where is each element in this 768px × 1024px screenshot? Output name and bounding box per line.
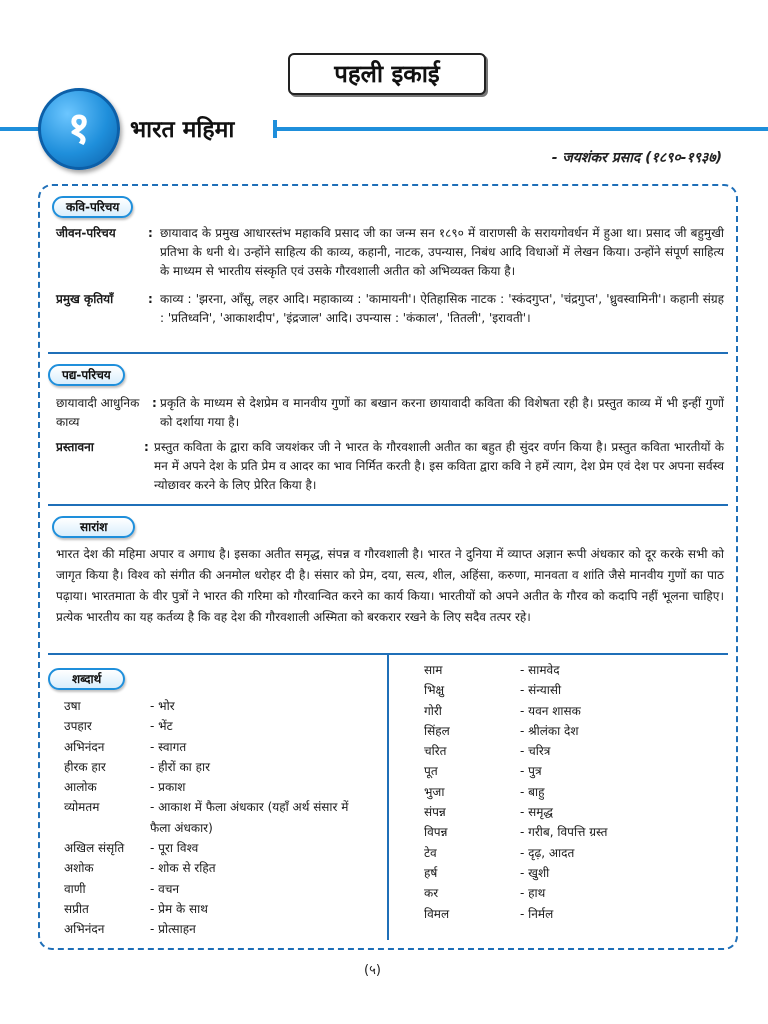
- glossary-term: हर्ष: [424, 865, 438, 880]
- glossary-meaning: - प्रकाश: [150, 780, 186, 795]
- glossary-item: [424, 741, 724, 761]
- glossary-term: संपन्न: [424, 805, 446, 820]
- glossary-meaning: - वचन: [150, 881, 180, 896]
- glossary-term: आलोक: [64, 780, 97, 795]
- author-line: - जयशंकर प्रसाद (१८९०-१९३७): [551, 150, 722, 166]
- glossary-item: [424, 904, 724, 924]
- glossary-term: सिंहल: [424, 723, 450, 738]
- glossary-item: [64, 737, 380, 757]
- glossary-term: विमल: [424, 906, 450, 921]
- row-text: छायावाद के प्रमुख आधारस्तंभ महाकवि प्रसाद जी का जन्म सन १८९० में वाराणसी के सरायगोवर्धन में हुआ था। प्रसाद जी बहुमुखी प्रतिभा के धनी थे। उन्होंने साहित्य की काव्य, कहानी, नाटक, उपन्यास, निबंध आदि विधाओं में लेखन किया। उन्होंने संपूर्ण साहित्य के माध्यम से भारतीय संस्कृति एवं उसके गौरवशाली अतीत को अभिव्यक्त किया है।: [160, 226, 724, 278]
- glossary-meaning: - भोर: [150, 699, 175, 713]
- glossary-item: [424, 802, 724, 822]
- glossary-item: [424, 822, 724, 842]
- glossary-column-divider: [387, 655, 389, 940]
- saransh-heading: सारांश: [52, 516, 135, 538]
- glossary-item: [64, 696, 380, 716]
- glossary-item: [64, 879, 380, 899]
- kavi-row-kritiyan: [56, 290, 724, 348]
- glossary-term: अखिल संसृति: [64, 841, 125, 856]
- glossary-term: सप्रीत: [64, 901, 89, 916]
- glossary-item: [64, 716, 380, 736]
- glossary-meaning: - संन्यासी: [520, 683, 562, 698]
- kavi-parichay-heading: कवि-परिचय: [52, 196, 133, 218]
- kavi-row-jivan: [56, 224, 724, 284]
- glossary-meaning: - समृद्ध: [520, 805, 554, 820]
- section-divider: [48, 352, 728, 354]
- row-text: काव्य : 'झरना, आँसू, लहर आदि। महाकाव्य : 'कामायनी'। ऐतिहासिक नाटक : 'स्कंदगुप्त', 'चंद्रगुप्त', 'ध्रुवस्वामिनी'। कहानी संग्रह : 'प्रतिध्वनि', 'आकाशदीप', 'इंद्रजाल' आदि। उपन्यास : 'कंकाल', 'तितली', 'इरावती'।: [160, 292, 724, 325]
- header-rule-tick: [273, 120, 277, 138]
- glossary-meaning: - चरित्र: [520, 744, 551, 759]
- glossary-term: हीरक हार: [64, 759, 106, 774]
- shabdarth-heading: शब्दार्थ: [48, 668, 125, 690]
- glossary-meaning: - श्रीलंका देश: [520, 723, 579, 738]
- row-colon: :: [152, 396, 157, 410]
- row-colon: :: [148, 226, 153, 240]
- glossary-item: [64, 919, 380, 939]
- glossary-meaning: - गरीब, विपत्ति ग्रस्त: [520, 825, 608, 840]
- glossary-meaning: - हीरों का हार: [150, 759, 210, 774]
- glossary-term: भुजा: [424, 784, 445, 799]
- padya-row-chhayavadi: [56, 394, 724, 434]
- glossary-meaning: - दृढ़, आदत: [520, 845, 575, 860]
- glossary-item: [424, 701, 724, 721]
- glossary-meaning: - पूरा विश्व: [150, 841, 199, 856]
- row-label: प्रमुख कृतियाँ: [56, 292, 114, 306]
- glossary-meaning: - भेंट: [150, 719, 173, 734]
- glossary-item: [64, 777, 380, 797]
- chapter-number-badge: १: [38, 88, 120, 170]
- glossary-term: गोरी: [424, 703, 442, 718]
- glossary-term: भिक्षु: [424, 683, 445, 698]
- glossary-term: वाणी: [64, 881, 86, 896]
- glossary-term: अभिनंदन: [64, 739, 105, 754]
- glossary-term: टेव: [424, 845, 437, 860]
- glossary-meaning: - पुत्र: [520, 764, 542, 779]
- glossary-term: व्योमतम: [64, 800, 100, 815]
- glossary-item: [64, 838, 380, 858]
- glossary-item: [64, 899, 380, 919]
- chapter-title: भारत महिमा: [128, 112, 240, 144]
- glossary-meaning: - प्रोत्साहन: [150, 922, 196, 937]
- glossary-meaning: - सामवेद: [520, 663, 560, 677]
- page-number: (५): [364, 963, 381, 978]
- glossary-item: [424, 680, 724, 700]
- glossary-term: कर: [424, 886, 439, 901]
- glossary-meaning: - आकाश में फैला अंधकार (यहाँ अर्थ संसार में फैला अंधकार): [150, 800, 349, 835]
- row-label: प्रस्तावना: [56, 440, 94, 454]
- glossary-term: अभिनंदन: [64, 922, 105, 937]
- glossary-item: [424, 761, 724, 781]
- glossary-term: उपहार: [64, 719, 92, 734]
- glossary-term: उषा: [64, 699, 81, 713]
- glossary-meaning: - शोक से रहित: [150, 861, 216, 876]
- glossary-item: [64, 858, 380, 878]
- row-colon: :: [144, 440, 149, 454]
- row-label: छायावादी आधुनिक काव्य: [56, 396, 140, 429]
- glossary-term: चरित: [424, 744, 447, 759]
- row-label: जीवन-परिचय: [56, 226, 116, 240]
- glossary-item: [64, 797, 380, 838]
- glossary-item: [424, 721, 724, 741]
- row-text: प्रकृति के माध्यम से देशप्रेम व मानवीय गुणों का बखान करना छायावादी कविता की विशेषता रही है। प्रस्तुत काव्य में भी इन्हीं गुणों को दर्शाया गया है।: [160, 396, 724, 429]
- glossary-meaning: - स्वागत: [150, 739, 187, 754]
- glossary-item: [424, 660, 724, 680]
- glossary-item: [424, 782, 724, 802]
- padya-parichay-heading: पद्य-परिचय: [48, 364, 125, 386]
- glossary-term: विपन्न: [424, 825, 448, 840]
- glossary-meaning: - प्रेम के साथ: [150, 901, 208, 916]
- section-divider: [48, 504, 728, 506]
- row-colon: :: [148, 292, 153, 306]
- glossary-right: [424, 660, 724, 924]
- saransh-paragraph: भारत देश की महिमा अपार व अगाध है। इसका अतीत समृद्ध, संपन्न व गौरवशाली है। भारत ने दुनिया में व्याप्त अज्ञान रूपी अंधकार को दूर करके सभी को जागृत किया है। विश्व को संगीत की अनमोल धरोहर दी है। संसार को प्रेम, दया, सत्य, शील, अहिंसा, करुणा, मानवता व शांति जैसे मानवीय गुणों का पाठ पढ़ाया। भारतमाता के वीर पुत्रों ने भारत की गरिमा को गौरवान्वित करने का कार्य किया। भारतीयों को अपने अतीत के गौरव को कदापि नहीं भूलना चाहिए। प्रत्येक भारतीय का यह कर्तव्य है कि वह देश की गौरवशाली अस्मिता को बरकरार रखने के लिए सदैव तत्पर रहे।: [56, 547, 724, 624]
- glossary-meaning: - बाहु: [520, 784, 545, 799]
- glossary-item: [64, 757, 380, 777]
- padya-row-prastavna: [56, 438, 724, 498]
- glossary-term: पूत: [424, 764, 438, 779]
- glossary-meaning: - निर्मल: [520, 906, 554, 921]
- unit-title: पहली इकाई: [288, 53, 486, 95]
- glossary-item: [424, 883, 724, 903]
- glossary-term: अशोक: [64, 861, 94, 876]
- glossary-term: साम: [424, 663, 443, 677]
- header-rule-right: [276, 127, 768, 131]
- row-text: प्रस्तुत कविता के द्वारा कवि जयशंकर जी ने भारत के गौरवशाली अतीत का बहुत ही सुंदर वर्णन किया है। प्रस्तुत कविता भारतीयों के मन में अपने देश के प्रति प्रेम व आदर का भाव निर्मित करती है। इस कविता द्वारा कवि ने हमें त्याग, देश प्रेम एवं देश पर अपना सर्वस्व न्योछावर करने के लिए प्रेरित किया है।: [154, 440, 724, 492]
- glossary-meaning: - हाथ: [520, 886, 546, 901]
- glossary-meaning: - खुशी: [520, 865, 550, 880]
- glossary-meaning: - यवन शासक: [520, 703, 581, 718]
- glossary-item: [424, 863, 724, 883]
- glossary-left: [64, 696, 380, 940]
- glossary-item: [424, 843, 724, 863]
